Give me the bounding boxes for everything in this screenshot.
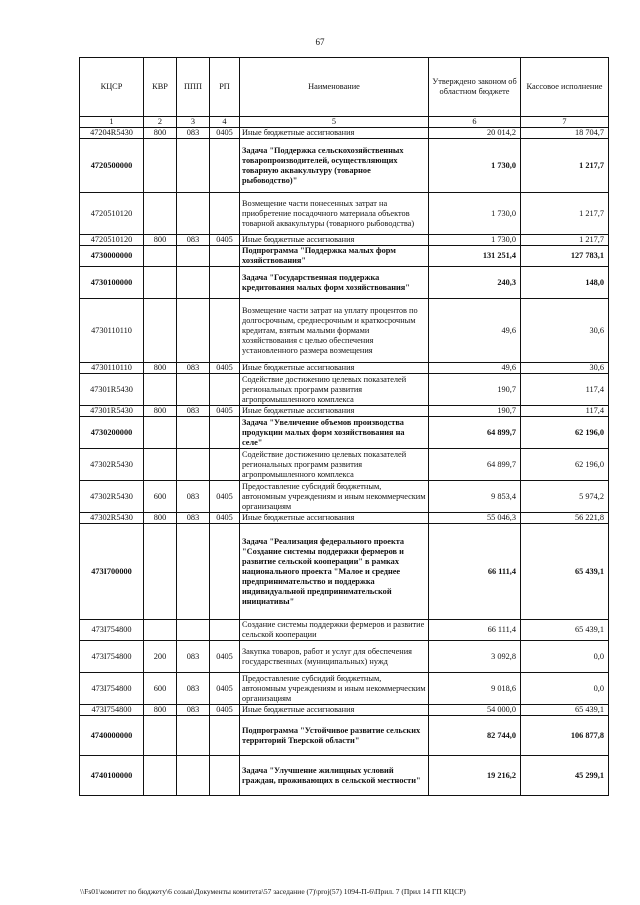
- name-cell: Иные бюджетные ассигнования: [240, 513, 429, 524]
- table-row: [80, 513, 609, 524]
- name-cell: Создание системы поддержки фермеров и развитие сельской кооперации: [240, 620, 429, 641]
- ppp-cell: [177, 449, 210, 481]
- name-cell: Иные бюджетные ассигнования: [240, 406, 429, 417]
- approved-cell: 190,7: [429, 374, 521, 406]
- name-cell: Задача "Государственная поддержка кредитования малых форм хозяйствования": [240, 267, 429, 299]
- ppp-cell: 083: [177, 513, 210, 524]
- approved-cell: 1 730,0: [429, 193, 521, 235]
- approved-cell: 20 014,2: [429, 128, 521, 139]
- kcsr-cell: 4730110110: [80, 363, 144, 374]
- executed-cell: 127 783,1: [521, 246, 609, 267]
- rp-cell: [210, 620, 240, 641]
- table-row: [80, 299, 609, 363]
- index-cell: 7: [521, 117, 609, 128]
- table-row: [80, 235, 609, 246]
- approved-cell: 19 216,2: [429, 756, 521, 796]
- rp-cell: 0405: [210, 481, 240, 513]
- index-cell: 3: [177, 117, 210, 128]
- table-row: [80, 449, 609, 481]
- ppp-cell: [177, 193, 210, 235]
- name-cell: Иные бюджетные ассигнования: [240, 363, 429, 374]
- executed-cell: 5 974,2: [521, 481, 609, 513]
- rp-cell: [210, 716, 240, 756]
- approved-cell: 54 000,0: [429, 705, 521, 716]
- executed-cell: 18 704,7: [521, 128, 609, 139]
- kvr-cell: 800: [144, 128, 177, 139]
- index-cell: 6: [429, 117, 521, 128]
- table-row: [80, 193, 609, 235]
- executed-cell: 117,4: [521, 406, 609, 417]
- kcsr-cell: 4720510120: [80, 235, 144, 246]
- executed-cell: 56 221,8: [521, 513, 609, 524]
- index-cell: 5: [240, 117, 429, 128]
- executed-cell: 30,6: [521, 299, 609, 363]
- kcsr-cell: 47204R5430: [80, 128, 144, 139]
- ppp-cell: [177, 716, 210, 756]
- kvr-cell: [144, 267, 177, 299]
- header-kcsr: КЦСР: [80, 58, 144, 117]
- rp-cell: 0405: [210, 235, 240, 246]
- header-name: Наименование: [240, 58, 429, 117]
- table-row: [80, 417, 609, 449]
- name-cell: Содействие достижению целевых показателей региональных программ развития агропромышленного комплекса: [240, 374, 429, 406]
- ppp-cell: 083: [177, 363, 210, 374]
- table-body: [80, 128, 609, 796]
- kcsr-cell: 4730110110: [80, 299, 144, 363]
- kcsr-cell: 473I754800: [80, 641, 144, 673]
- ppp-cell: 083: [177, 641, 210, 673]
- approved-cell: 64 899,7: [429, 449, 521, 481]
- document-path-footer: \\Fs01\комитет по бюджету\6 созыв\Документы комитета\57 заседание (7)\proj(57) 1094-П-6\Прил. 7 (Прил 14 ГП КЦСР): [80, 887, 466, 896]
- ppp-cell: [177, 756, 210, 796]
- table-row: [80, 756, 609, 796]
- kcsr-cell: 473I700000: [80, 524, 144, 620]
- kvr-cell: [144, 374, 177, 406]
- name-cell: Задача "Поддержка сельскохозяйственных товаропроизводителей, осуществляющих товарную аквакультуру (товарное рыбоводство)": [240, 139, 429, 193]
- table-row: [80, 267, 609, 299]
- rp-cell: 0405: [210, 128, 240, 139]
- kvr-cell: [144, 193, 177, 235]
- rp-cell: 0405: [210, 641, 240, 673]
- executed-cell: 45 299,1: [521, 756, 609, 796]
- rp-cell: [210, 524, 240, 620]
- kcsr-cell: 4730200000: [80, 417, 144, 449]
- ppp-cell: [177, 299, 210, 363]
- executed-cell: 62 196,0: [521, 417, 609, 449]
- ppp-cell: 083: [177, 235, 210, 246]
- name-cell: Предоставление субсидий бюджетным, автономным учреждениям и иным некоммерческим организациям: [240, 673, 429, 705]
- name-cell: Задача "Улучшение жилищных условий граждан, проживающих в сельской местности": [240, 756, 429, 796]
- executed-cell: 1 217,7: [521, 139, 609, 193]
- name-cell: Возмещение части понесенных затрат на приобретение посадочного материала объектов товарной аквакультуры (товарного рыбоводства): [240, 193, 429, 235]
- kcsr-cell: 4720510120: [80, 193, 144, 235]
- ppp-cell: [177, 417, 210, 449]
- executed-cell: 106 877,8: [521, 716, 609, 756]
- ppp-cell: [177, 374, 210, 406]
- approved-cell: 82 744,0: [429, 716, 521, 756]
- kcsr-cell: 4730000000: [80, 246, 144, 267]
- kvr-cell: [144, 246, 177, 267]
- kcsr-cell: 4740100000: [80, 756, 144, 796]
- name-cell: Возмещение части затрат на уплату процентов по долгосрочным, среднесрочным и краткосрочным кредитам, взятым малыми формами хозяйствования с целью обеспечения установленного размера возмещения: [240, 299, 429, 363]
- rp-cell: [210, 267, 240, 299]
- executed-cell: 1 217,7: [521, 193, 609, 235]
- kvr-cell: [144, 449, 177, 481]
- kcsr-cell: 47302R5430: [80, 481, 144, 513]
- ppp-cell: [177, 267, 210, 299]
- executed-cell: 65 439,1: [521, 705, 609, 716]
- approved-cell: 66 111,4: [429, 620, 521, 641]
- ppp-cell: 083: [177, 705, 210, 716]
- table-row: [80, 716, 609, 756]
- rp-cell: 0405: [210, 673, 240, 705]
- table-row: [80, 641, 609, 673]
- ppp-cell: 083: [177, 673, 210, 705]
- executed-cell: 1 217,7: [521, 235, 609, 246]
- table-row: [80, 673, 609, 705]
- kcsr-cell: 473I754800: [80, 705, 144, 716]
- rp-cell: [210, 193, 240, 235]
- rp-cell: [210, 139, 240, 193]
- kcsr-cell: 4720500000: [80, 139, 144, 193]
- table-row: [80, 374, 609, 406]
- header-ppp: ППП: [177, 58, 210, 117]
- table-row: [80, 363, 609, 374]
- approved-cell: 240,3: [429, 267, 521, 299]
- approved-cell: 49,6: [429, 299, 521, 363]
- index-row: [80, 117, 609, 128]
- kvr-cell: 800: [144, 235, 177, 246]
- table-row: [80, 139, 609, 193]
- kvr-cell: 800: [144, 705, 177, 716]
- name-cell: Содействие достижению целевых показателей региональных программ развития агропромышленного комплекса: [240, 449, 429, 481]
- executed-cell: 65 439,1: [521, 524, 609, 620]
- kvr-cell: [144, 524, 177, 620]
- kvr-cell: 800: [144, 406, 177, 417]
- table-row: [80, 406, 609, 417]
- page-number: 67: [315, 37, 325, 47]
- rp-cell: 0405: [210, 406, 240, 417]
- approved-cell: 64 899,7: [429, 417, 521, 449]
- index-cell: 4: [210, 117, 240, 128]
- budget-table: [79, 57, 609, 796]
- name-cell: Закупка товаров, работ и услуг для обеспечения государственных (муниципальных) нужд: [240, 641, 429, 673]
- executed-cell: 117,4: [521, 374, 609, 406]
- index-cell: 1: [80, 117, 144, 128]
- kvr-cell: 600: [144, 673, 177, 705]
- name-cell: Подпрограмма "Поддержка малых форм хозяйствования": [240, 246, 429, 267]
- kvr-cell: [144, 756, 177, 796]
- ppp-cell: 083: [177, 128, 210, 139]
- executed-cell: 0,0: [521, 673, 609, 705]
- ppp-cell: 083: [177, 406, 210, 417]
- kcsr-cell: 4730100000: [80, 267, 144, 299]
- kvr-cell: [144, 716, 177, 756]
- rp-cell: 0405: [210, 363, 240, 374]
- name-cell: Задача "Реализация федерального проекта "Создание системы поддержки фермеров и развитие сельской кооперации" в рамках национального проекта "Малое и среднее предпринимательство и поддержка индивидуальной предпринимательской инициативы": [240, 524, 429, 620]
- kvr-cell: [144, 139, 177, 193]
- approved-cell: 190,7: [429, 406, 521, 417]
- header-approved: Утверждено законом об областном бюджете: [429, 58, 521, 117]
- ppp-cell: [177, 620, 210, 641]
- approved-cell: 1 730,0: [429, 235, 521, 246]
- name-cell: Иные бюджетные ассигнования: [240, 235, 429, 246]
- approved-cell: 9 853,4: [429, 481, 521, 513]
- table-row: [80, 246, 609, 267]
- kcsr-cell: 47301R5430: [80, 406, 144, 417]
- kcsr-cell: 47302R5430: [80, 449, 144, 481]
- rp-cell: 0405: [210, 705, 240, 716]
- name-cell: Иные бюджетные ассигнования: [240, 128, 429, 139]
- table-row: [80, 524, 609, 620]
- kvr-cell: [144, 620, 177, 641]
- kvr-cell: 600: [144, 481, 177, 513]
- executed-cell: 65 439,1: [521, 620, 609, 641]
- approved-cell: 55 046,3: [429, 513, 521, 524]
- kcsr-cell: 473I754800: [80, 673, 144, 705]
- kvr-cell: 200: [144, 641, 177, 673]
- approved-cell: 3 092,8: [429, 641, 521, 673]
- rp-cell: [210, 449, 240, 481]
- rp-cell: 0405: [210, 513, 240, 524]
- table-row: [80, 128, 609, 139]
- rp-cell: [210, 299, 240, 363]
- executed-cell: 30,6: [521, 363, 609, 374]
- name-cell: Задача "Увеличение объемов производства продукции малых форм хозяйствования на селе": [240, 417, 429, 449]
- ppp-cell: [177, 139, 210, 193]
- kcsr-cell: 47301R5430: [80, 374, 144, 406]
- kvr-cell: 800: [144, 513, 177, 524]
- kvr-cell: [144, 299, 177, 363]
- header-executed: Кассовое исполнение: [521, 58, 609, 117]
- approved-cell: 131 251,4: [429, 246, 521, 267]
- ppp-cell: [177, 524, 210, 620]
- name-cell: Подпрограмма "Устойчивое развитие сельских территорий Тверской области": [240, 716, 429, 756]
- rp-cell: [210, 374, 240, 406]
- approved-cell: 1 730,0: [429, 139, 521, 193]
- header-rp: РП: [210, 58, 240, 117]
- ppp-cell: [177, 246, 210, 267]
- rp-cell: [210, 756, 240, 796]
- name-cell: Предоставление субсидий бюджетным, автономным учреждениям и иным некоммерческим организациям: [240, 481, 429, 513]
- table-row: [80, 481, 609, 513]
- kvr-cell: 800: [144, 363, 177, 374]
- table-row: [80, 620, 609, 641]
- executed-cell: 62 196,0: [521, 449, 609, 481]
- executed-cell: 0,0: [521, 641, 609, 673]
- index-cell: 2: [144, 117, 177, 128]
- approved-cell: 49,6: [429, 363, 521, 374]
- kcsr-cell: 47302R5430: [80, 513, 144, 524]
- rp-cell: [210, 417, 240, 449]
- header-row: [80, 58, 609, 117]
- name-cell: Иные бюджетные ассигнования: [240, 705, 429, 716]
- ppp-cell: 083: [177, 481, 210, 513]
- kvr-cell: [144, 417, 177, 449]
- executed-cell: 148,0: [521, 267, 609, 299]
- approved-cell: 9 018,6: [429, 673, 521, 705]
- kcsr-cell: 473I754800: [80, 620, 144, 641]
- rp-cell: [210, 246, 240, 267]
- table-row: [80, 705, 609, 716]
- approved-cell: 66 111,4: [429, 524, 521, 620]
- header-kvr: КВР: [144, 58, 177, 117]
- kcsr-cell: 4740000000: [80, 716, 144, 756]
